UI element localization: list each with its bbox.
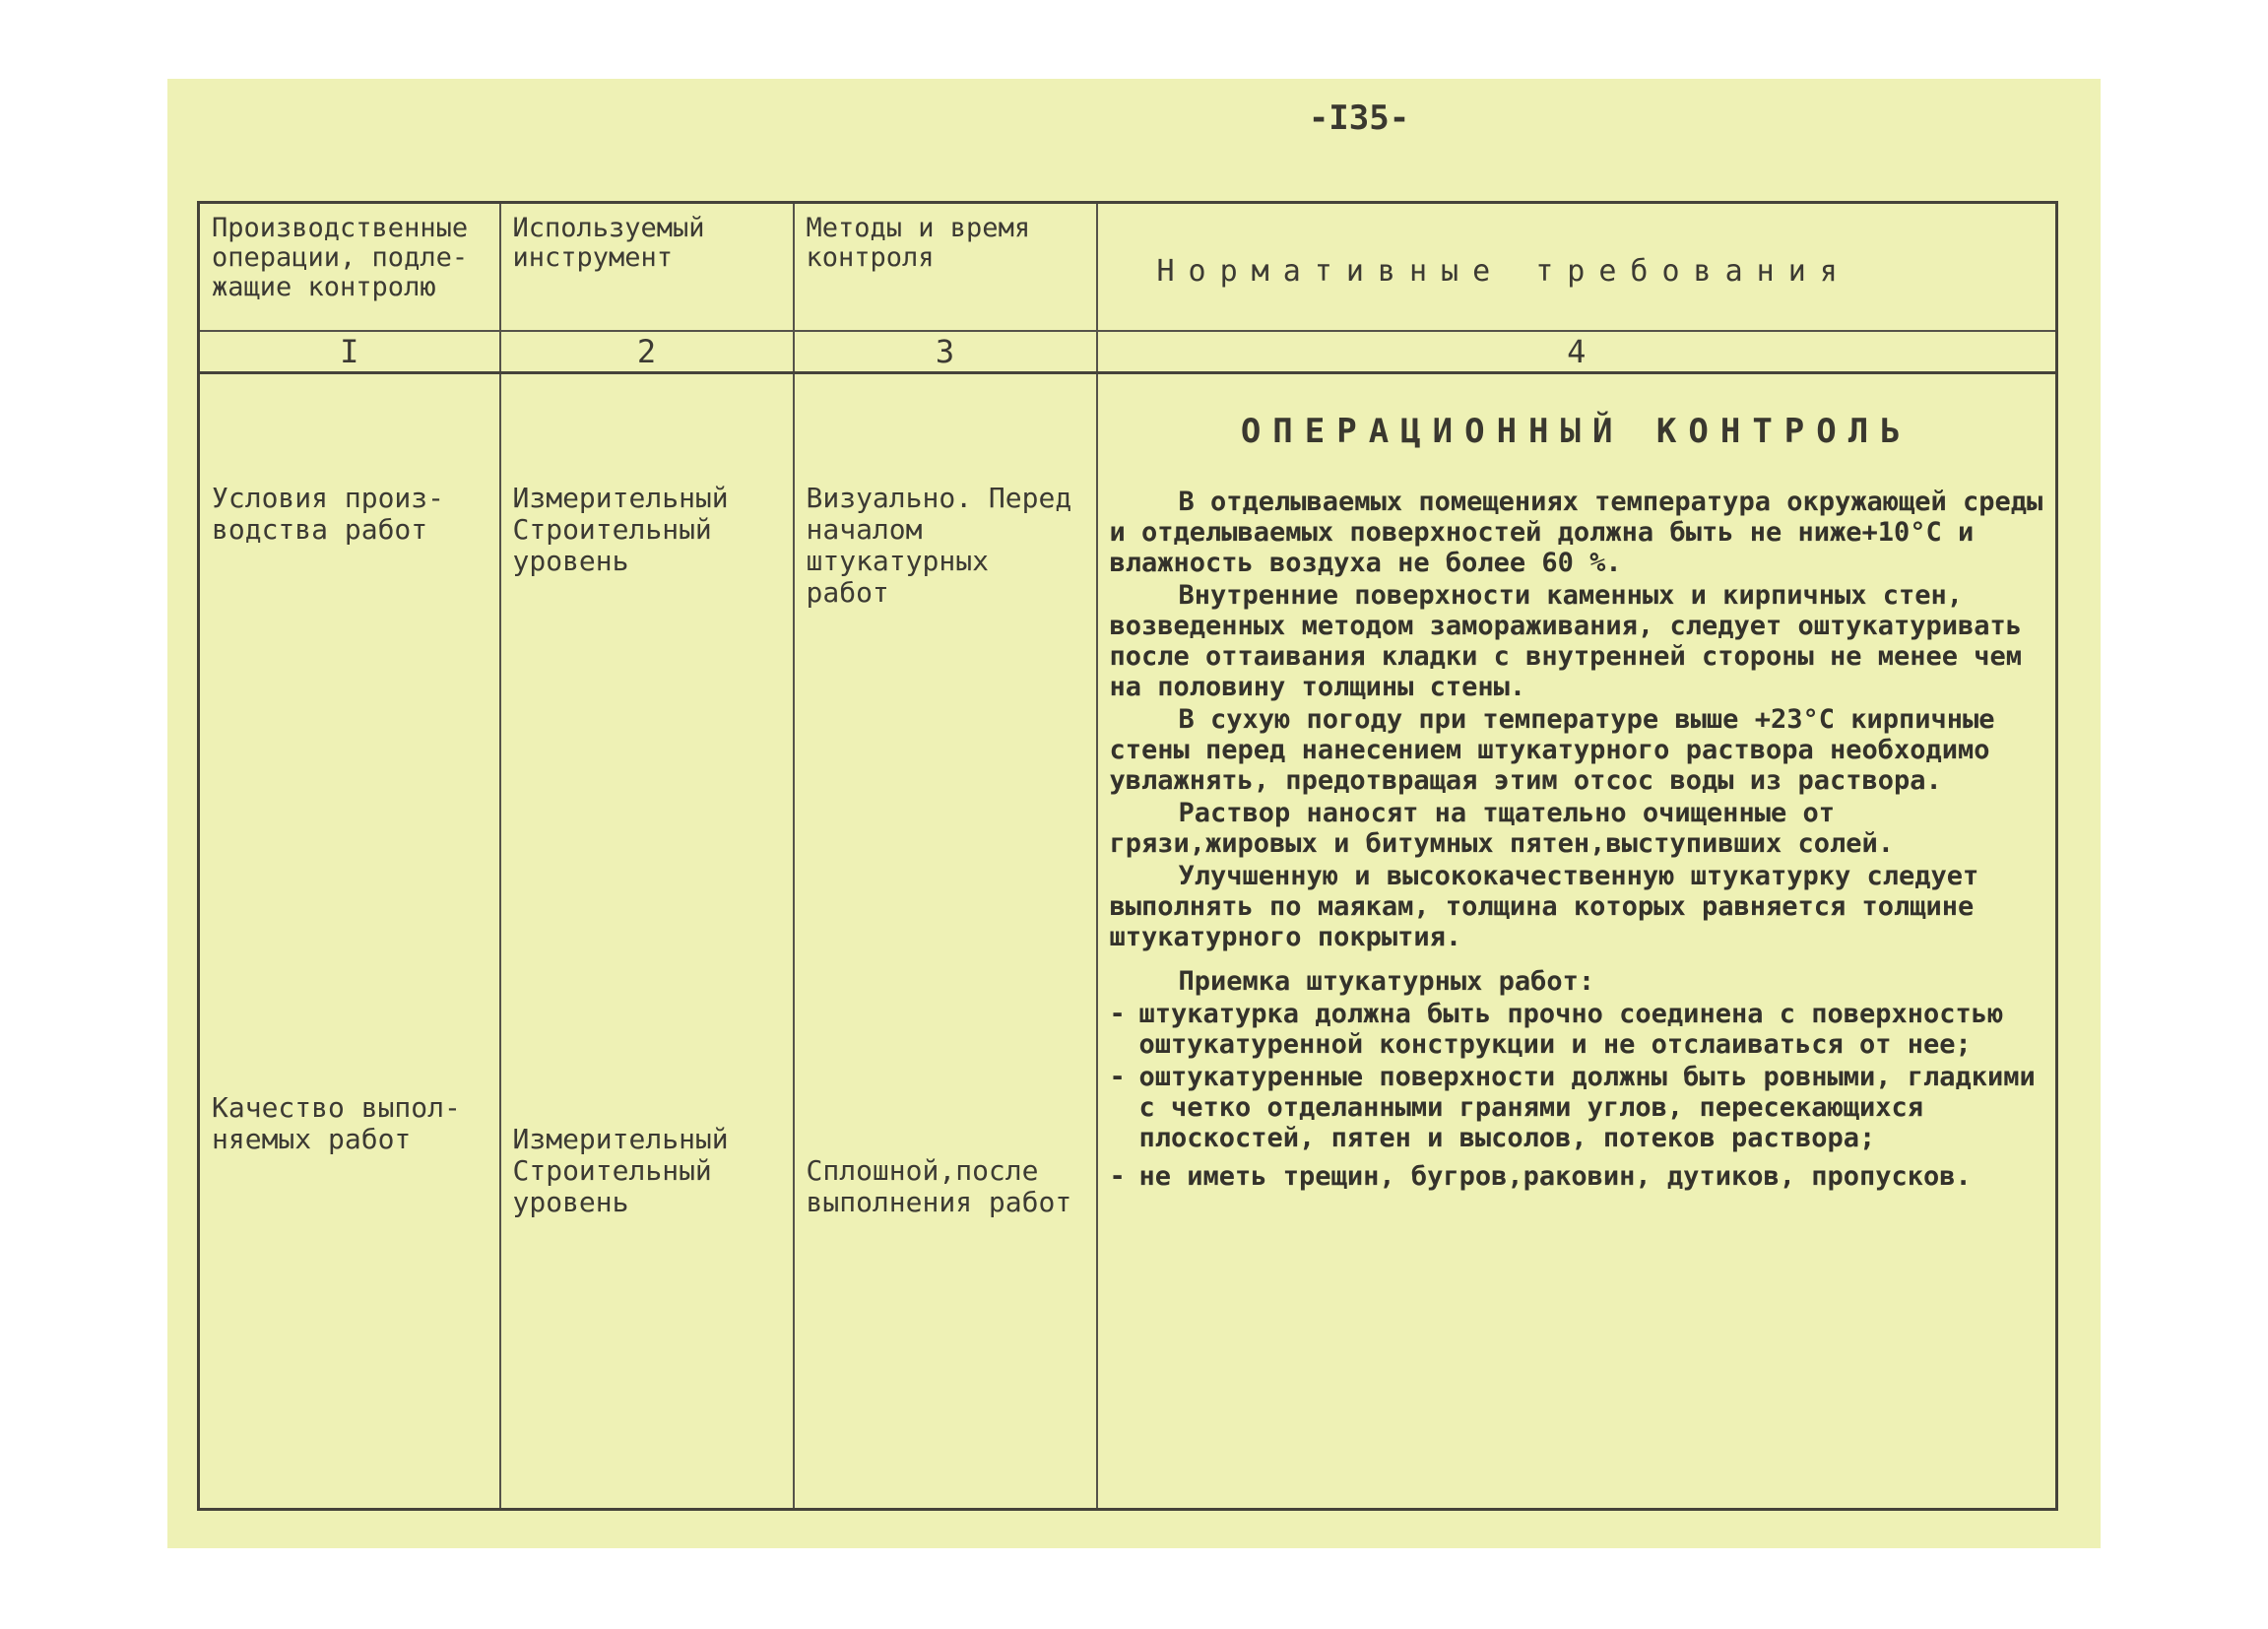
- section-title: ОПЕРАЦИОННЫЙ КОНТРОЛЬ: [1240, 412, 1912, 451]
- method-conditions: Визуально. Перед началом штукатурных работ: [806, 482, 1072, 609]
- instrument-quality: Измерительный Строительный уровень: [512, 1123, 729, 1218]
- operation-quality: Качество выпол- няемых работ: [212, 1091, 461, 1155]
- operation-conditions: Условия произ- водства работ: [212, 482, 445, 546]
- method-cell: [794, 373, 1097, 1510]
- dash-marker: -: [1109, 999, 1126, 1029]
- page-number: -I35-: [1308, 98, 1410, 138]
- table-header-row: [199, 203, 2057, 332]
- header-instrument: Используемый инструмент: [500, 203, 794, 332]
- acceptance-item: [1110, 1161, 2044, 1192]
- instrument-cell: [500, 373, 794, 1510]
- control-table: [197, 201, 2058, 1511]
- column-number-row: [199, 331, 2057, 373]
- column-number: 4: [1097, 331, 2057, 373]
- requirement-paragraph: В сухую погоду при температуре выше +23°С кирпичные стены перед нанесением штукатурного раствора необходимо увлажнять, предотвращая этим отсос воды из раствора.: [1109, 704, 1995, 796]
- operations-cell: [199, 373, 500, 1510]
- method-quality: Сплошной,после выполнения работ: [806, 1154, 1072, 1218]
- requirements-cell: [1097, 373, 2057, 1510]
- acceptance-item-text: штукатурка должна быть прочно соединена с поверхностью оштукатуренной конструкции и не отслаиваться от нее;: [1138, 999, 2004, 1060]
- column-number: I: [199, 331, 500, 373]
- requirement-paragraph: В отделываемых помещениях температура окружающей среды и отделываемых поверхностей должна быть не ниже+10°С и влажность воздуха не более 60 %.: [1109, 487, 2043, 578]
- document-page: [167, 79, 2101, 1548]
- column-number: 3: [794, 331, 1097, 373]
- column-number: 2: [500, 331, 794, 373]
- requirement-paragraph: Раствор наносят на тщательно очищенные от грязи,жировых и битумных пятен,выступивших солей.: [1109, 798, 1895, 859]
- dash-marker: -: [1109, 1161, 1126, 1192]
- dash-marker: -: [1109, 1062, 1126, 1092]
- acceptance-item-text: оштукатуренные поверхности должны быть ровными, гладкими с четко отделанными гранями углов, пересекающихся плоскостей, пятен и высолов, потеков раствора;: [1138, 1062, 2036, 1153]
- requirement-paragraph: Улучшенную и высококачественную штукатурку следует выполнять по маякам, толщина которых равняется толщине штукатурного покрытия.: [1109, 861, 1979, 952]
- instrument-conditions: Измерительный Строительный уровень: [512, 482, 729, 577]
- requirement-paragraph: Внутренние поверхности каменных и кирпичных стен, возведенных методом замораживания, следует оштукатуривать после оттаивания кладки с внутренней стороны не менее чем на половину толщины стены.: [1109, 580, 2023, 702]
- acceptance-item: [1110, 999, 2044, 1060]
- header-methods: Методы и время контроля: [794, 203, 1097, 332]
- header-operations: Производственные операции, подле- жащие контролю: [199, 203, 500, 332]
- acceptance-item: [1110, 1062, 2044, 1153]
- acceptance-item-text: не иметь трещин, бугров,раковин, дутиков, пропусков.: [1138, 1161, 1972, 1192]
- acceptance-intro: Приемка штукатурных работ:: [1178, 966, 1595, 997]
- requirements-text: [1110, 487, 2044, 1192]
- header-requirements: Нормативные требования: [1097, 203, 2057, 332]
- table-body-row: [199, 373, 2057, 1510]
